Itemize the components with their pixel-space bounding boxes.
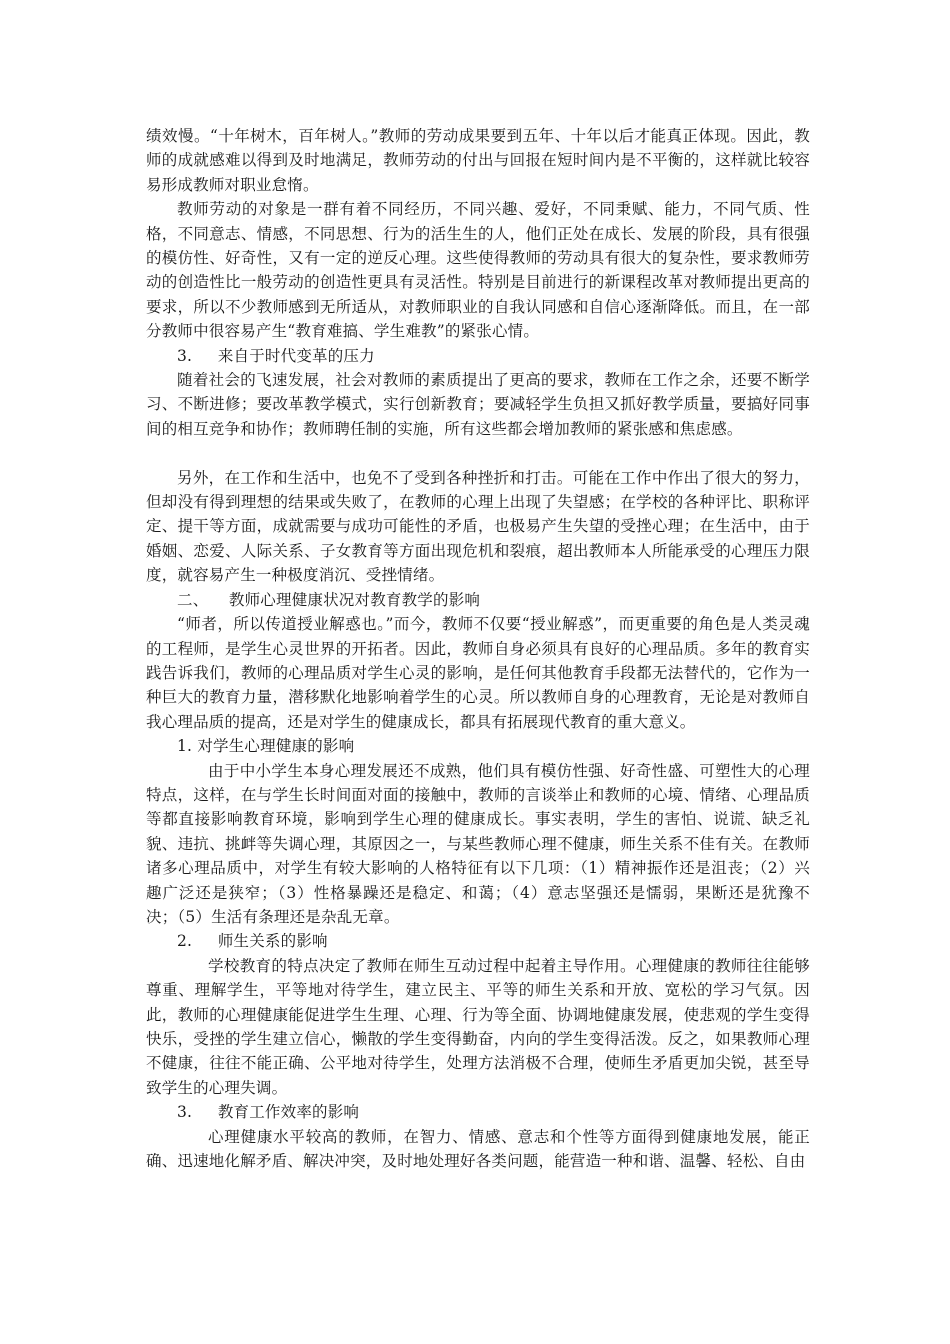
section-heading: 3. 来自于时代变革的压力 (177, 346, 375, 365)
paragraph: “师者，所以传道授业解惑也。”而今，教师不仅要“授业解惑”，而更重要的角色是人类灵魂的工程师，是学生心灵世界的开拓者。因此，教师自身必须具有良好的心理品质。多年的教育实践告诉我们，教师的心理品质对学生心灵的影响，是任何其他教育手段都无法替代的，它作为一种巨大的教育力量，潜移默化地影响着学生的心灵。所以教师自身的心理教育，无论是对教师自我心理品质的提高，还是对学生的健康成长，都具有拓展现代教育的重大意义。 (146, 615, 810, 731)
paragraph: 随着社会的飞速发展，社会对教师的素质提出了更高的要求，教师在工作之余，还要不断学习、不断进修；要改革教学模式，实行创新教育；要减轻学生负担又抓好教学质量，要搞好同事间的相互竞争和协作；教师聘任制的实施，所有这些都会增加教师的紧张感和焦虑感。 (146, 371, 810, 438)
paragraph: 心理健康水平较高的教师，在智力、情感、意志和个性等方面得到健康地发展，能正确、迅速地化解矛盾、解决冲突，及时地处理好各类问题，能营造一种和谐、温馨、轻松、自由 (146, 1127, 810, 1171)
paragraph: 由于中小学生本身心理发展还不成熟，他们具有模仿性强、好奇性盛、可塑性大的心理特点，这样，在与学生长时间面对面的接触中，教师的言谈举止和教师的心境、情绪、心理品质等都直接影响教育环境，影响到学生心理的健康成长。事实表明，学生的害怕、说谎、缺乏礼貌、违抗、挑衅等失调心理，其原因之一，与某些教师心理不健康，师生关系不佳有关。在教师诸多心理品质中，对学生有较大影响的人格特征有以下几项：（1）精神振作还是沮丧；（2）兴趣广泛还是狭窄；（3）性格暴躁还是稳定、和蔼；（4）意志坚强还是懦弱，果断还是犹豫不决；（5）生活有条理还是杂乱无章。 (146, 761, 810, 926)
paragraph: 另外，在工作和生活中，也免不了受到各种挫折和打击。可能在工作中作出了很大的努力，但却没有得到理想的结果或失败了，在教师的心理上出现了失望感；在学校的各种评比、职称评定、提干等方面，成就需要与成功可能性的矛盾，也极易产生失望的受挫心理；在生活中，由于婚姻、恋爱、人际关系、子女教育等方面出现危机和裂痕，超出教师本人所能承受的心理压力限度，就容易产生一种极度消沉、受挫情绪。 (146, 468, 810, 585)
blank-line (146, 441, 810, 465)
document-body (146, 124, 810, 1173)
section-heading: 二、 教师心理健康状况对教育教学的影响 (177, 590, 481, 609)
paragraph: 学校教育的特点决定了教师在师生互动过程中起着主导作用。心理健康的教师往往能够尊重、理解学生，平等地对待学生，建立民主、平等的师生关系和开放、宽松的学习气氛。因此，教师的心理健康能促进学生生理、心理、行为等全面、协调地健康发展，使悲观的学生变得快乐，受挫的学生建立信心，懒散的学生变得勤奋，内向的学生变得活泼。反之，如果教师心理不健康，往往不能正确、公平地对待学生，处理方法消极不合理，使师生矛盾更加尖锐，甚至导致学生的心理失调。 (146, 956, 810, 1097)
section-heading: 3. 教育工作效率的影响 (177, 1103, 360, 1122)
section-heading: 2. 师生关系的影响 (177, 932, 328, 951)
paragraph: 绩效慢。“十年树木，百年树人。”教师的劳动成果要到五年、十年以后才能真正体现。因此，教师的成就感难以得到及时地满足，教师劳动的付出与回报在短时间内是不平衡的，这样就比较容易形成教师对职业怠惰。 (146, 127, 810, 194)
section-heading: 1. 对学生心理健康的影响 (177, 737, 355, 756)
paragraph: 教师劳动的对象是一群有着不同经历，不同兴趣、爱好，不同秉赋、能力，不同气质、性格，不同意志、情感，不同思想、行为的活生生的人，他们正处在成长、发展的阶段，具有很强的模仿性、好奇性，又有一定的逆反心理。这些使得教师的劳动具有很大的复杂性，要求教师劳动的创造性比一般劳动的创造性更具有灵活性。特别是目前进行的新课程改革对教师提出更高的要求，所以不少教师感到无所适从，对教师职业的自我认同感和自信心逐渐降低。而且，在一部分教师中很容易产生“教育难搞、学生难教”的紧张心情。 (146, 200, 810, 341)
